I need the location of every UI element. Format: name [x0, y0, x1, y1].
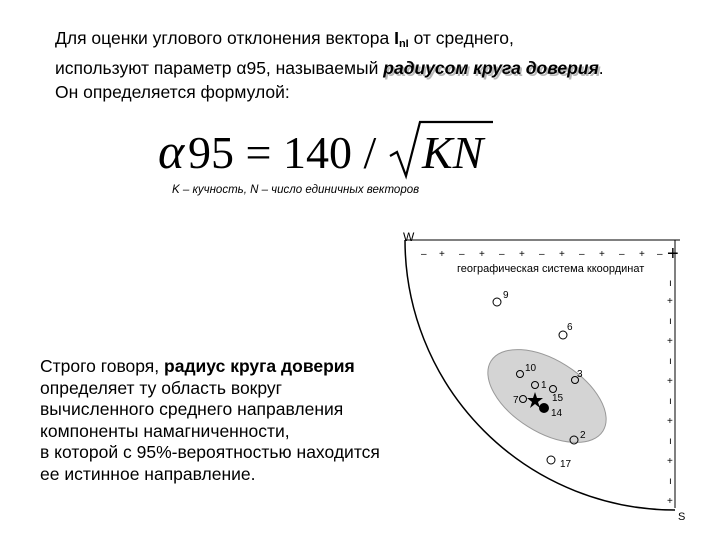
svg-text:+: + [667, 416, 673, 427]
corner-plus: + [667, 243, 679, 265]
svg-text:–: – [499, 249, 505, 260]
svg-text:+: + [667, 376, 673, 387]
svg-text:ı: ı [669, 476, 672, 487]
top-ticks [421, 249, 663, 260]
explanation-line: компоненты намагниченности, [40, 420, 290, 441]
label-1: 1 [541, 380, 547, 391]
svg-text:+: + [667, 496, 673, 507]
svg-text:ı: ı [669, 278, 672, 289]
intro-line-1 [55, 26, 695, 56]
vector-subscript: nI [398, 38, 409, 50]
svg-text:–: – [619, 249, 625, 260]
right-ticks [667, 278, 673, 507]
svg-text:+: + [479, 249, 485, 260]
label-17: 17 [560, 459, 572, 470]
svg-text:–: – [459, 249, 465, 260]
explanation-line: вычисленного среднего направления [40, 399, 344, 419]
svg-text:+: + [639, 249, 645, 260]
explanation-line: определяет ту область вокруг [40, 377, 283, 398]
plot-title: географическая система ккоординат [457, 263, 645, 275]
explanation-line [40, 356, 430, 378]
label-2: 2 [580, 430, 586, 441]
vector-symbol: I [394, 28, 399, 48]
intro-line-2 [55, 56, 695, 80]
point-6 [559, 331, 567, 339]
w-label: W [403, 230, 415, 244]
label-3: 3 [577, 369, 583, 380]
explanation-text: Строго говоря, [40, 356, 165, 376]
intro-text: от среднего, [408, 28, 514, 48]
svg-text:ı: ı [669, 356, 672, 367]
svg-text:–: – [657, 249, 663, 260]
intro-line-3: Он определяется формулой: [55, 82, 290, 102]
stereonet-plot [395, 226, 705, 526]
intro-paragraph [55, 26, 695, 104]
label-14: 14 [551, 408, 563, 419]
point-9 [493, 298, 501, 306]
svg-text:+: + [519, 249, 525, 260]
svg-text:ı: ı [669, 316, 672, 327]
intro-text: Для оценки углового отклонения вектора [55, 28, 395, 48]
svg-text:–: – [421, 249, 427, 260]
svg-text:+: + [667, 296, 673, 307]
label-6: 6 [567, 322, 573, 333]
s-label: S [678, 511, 686, 523]
point-14 [539, 403, 549, 413]
svg-text:–: – [579, 249, 585, 260]
svg-text:+: + [559, 249, 565, 260]
explanation-paragraph [40, 356, 430, 485]
svg-text:+: + [599, 249, 605, 260]
label-9: 9 [503, 290, 509, 301]
radicand: KN [422, 127, 484, 178]
explanation-line: ее истинное направление. [40, 463, 256, 484]
svg-text:ı: ı [669, 396, 672, 407]
svg-text:+: + [439, 249, 445, 260]
explanation-line: в которой с 95%-вероятностью находится [40, 442, 380, 462]
point-17 [547, 456, 555, 464]
svg-text:+: + [667, 336, 673, 347]
alpha95-formula [158, 118, 498, 180]
alpha-symbol: α [158, 123, 185, 179]
label-10: 10 [525, 363, 537, 374]
confidence-circle [472, 330, 622, 461]
label-15: 15 [552, 393, 564, 404]
highlighted-term: радиусом круга доверия [383, 58, 599, 78]
svg-text:ı: ı [669, 436, 672, 447]
formula-text: 95 = 140 / [188, 127, 377, 178]
formula-caption: K – кучность, N – число единичных векторов [172, 184, 420, 196]
svg-text:+: + [667, 456, 673, 467]
label-7: 7 [513, 395, 519, 406]
intro-text: . [598, 58, 604, 78]
svg-text:–: – [539, 249, 545, 260]
intro-text: используют параметр α95, называемый [55, 58, 384, 78]
explanation-term: радиус круга доверия [164, 356, 355, 376]
